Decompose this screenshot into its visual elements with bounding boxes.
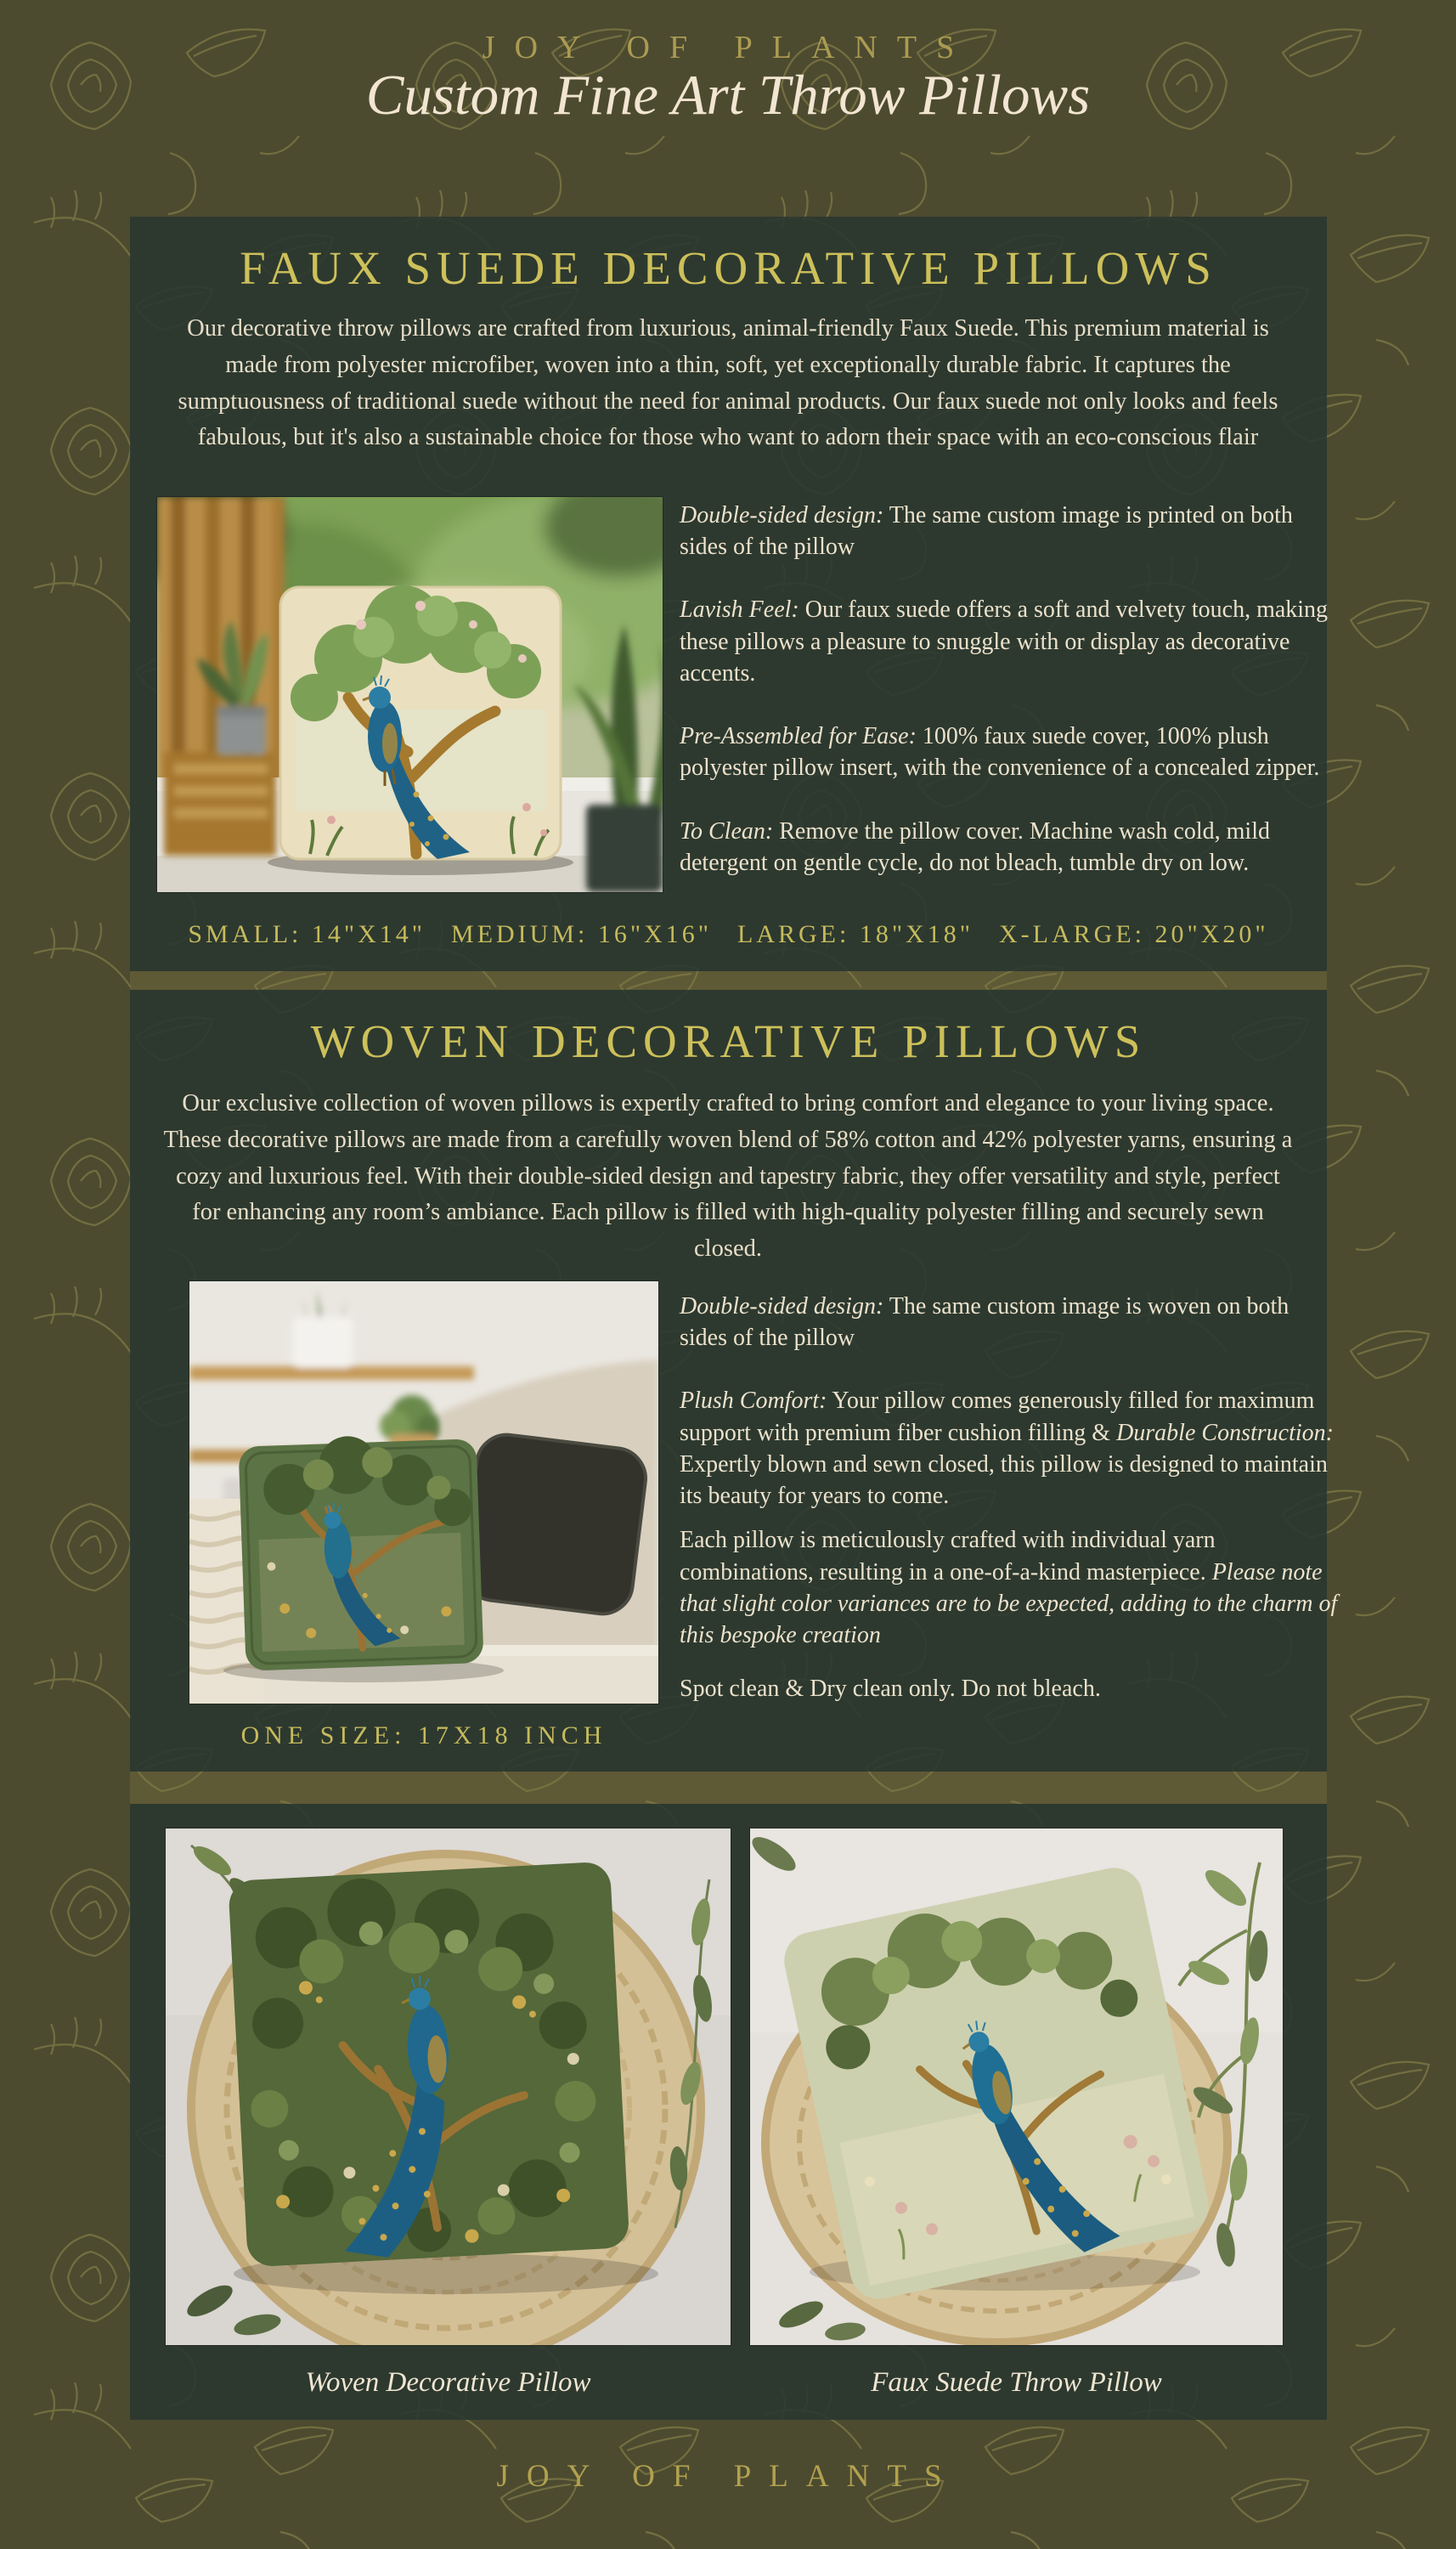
feature-crafted-note: Each pillow is meticulously crafted with individual yarn combinations, resulting in a one-of-a-kind masterpiece. Please note that slight color variances are to be expected, adding to the charm of this bespoke creation xyxy=(680,1527,1338,1649)
feature-double-sided: Double-sided design: The same custom image is printed on both sides of the pillow xyxy=(680,502,1293,561)
woven-size-label: ONE SIZE: 17X18 INCH xyxy=(240,1721,607,1749)
section-divider xyxy=(130,971,1327,990)
faux-suede-tapestry-pillow xyxy=(779,1862,1214,2304)
size-xlarge: X-LARGE: 20"X20" xyxy=(999,920,1269,948)
woven-pillow-photo xyxy=(189,1281,658,1704)
woven-tapestry-pillow xyxy=(228,1862,629,2268)
faux-suede-pillow-photo xyxy=(157,497,663,892)
brand-title: JOY OF PLANTS xyxy=(482,30,974,65)
faux-suede-section-title: FAUX SUEDE DECORATIVE PILLOWS xyxy=(240,242,1217,294)
gallery-caption-faux-suede: Faux Suede Throw Pillow xyxy=(871,2367,1162,2398)
woven-peacock-pillow xyxy=(238,1432,483,1671)
size-small: SMALL: 14"X14" xyxy=(188,920,426,948)
faux-suede-intro-paragraph: Our decorative throw pillows are crafted from luxurious, animal-friendly Faux Suede. This premium material is made from polyester microfiber, woven into a thin, soft, yet exceptionally durable fabric. It captures the sumptuousness of traditional suede without the need for animal products. Our faux suede not only looks and feels fabulous, but it's also a sustainable choice for those who want to adorn their space with an eco-conscious flair xyxy=(178,315,1278,451)
footer-brand: JOY OF PLANTS xyxy=(496,2459,960,2494)
page-tagline: Custom Fine Art Throw Pillows xyxy=(365,64,1091,127)
feature-to-clean: To Clean: Remove the pillow cover. Machine wash cold, mild detergent on gentle cycle, do not bleach, tumble dry on low. xyxy=(680,817,1270,876)
woven-section-title: WOVEN DECORATIVE PILLOWS xyxy=(310,1015,1147,1067)
woven-feature-list xyxy=(680,1291,1340,1737)
feature-double-sided-woven: Double-sided design: The same custom image is woven on both sides of the pillow xyxy=(680,1293,1290,1352)
woven-pillow-closeup-photo xyxy=(166,1828,731,2345)
dark-accent-pillow xyxy=(460,1432,649,1618)
feature-lavish-feel: Lavish Feel: Our faux suede offers a soft and velvety touch, making these pillows a pleasure to snuggle with or display as decorative accents. xyxy=(680,596,1329,687)
feature-plush-durable: Plush Comfort: Your pillow comes generously filled for maximum support with premium fiber cushion filling & Durable Construction: Expertly blown and sewn closed, this pillow is designed to maintain its beauty for years to come. xyxy=(680,1388,1334,1510)
woven-intro-paragraph: Our exclusive collection of woven pillows is expertly crafted to bring comfort and elegance to your living space. These decorative pillows are made from a carefully woven blend of 58% cotton and 42% polyester yarns, ensuring a cozy and luxurious feel. With their double-sided design and tapestry fabric, they offer versatility and style, perfect for enhancing any room’s ambiance. Each pillow is filled with high-quality polyester filling and securely sewn closed. xyxy=(163,1090,1293,1262)
gallery-caption-woven: Woven Decorative Pillow xyxy=(305,2367,591,2398)
size-large: LARGE: 18"X18" xyxy=(737,920,973,948)
faux-suede-pillow-closeup-photo xyxy=(750,1828,1283,2345)
faux-suede-sizes-row xyxy=(130,920,1327,949)
feature-pre-assembled: Pre-Assembled for Ease: 100% faux suede cover, 100% plush polyester pillow insert, with the convenience of a concealed zipper. xyxy=(680,723,1320,782)
size-medium: MEDIUM: 16"X16" xyxy=(451,920,713,948)
section-divider xyxy=(130,1772,1327,1804)
faux-suede-feature-list xyxy=(680,500,1329,910)
faux-suede-peacock-pillow xyxy=(280,585,561,859)
care-instructions: Spot clean & Dry clean only. Do not bleach. xyxy=(680,1676,1101,1703)
wood-crate xyxy=(164,752,276,856)
